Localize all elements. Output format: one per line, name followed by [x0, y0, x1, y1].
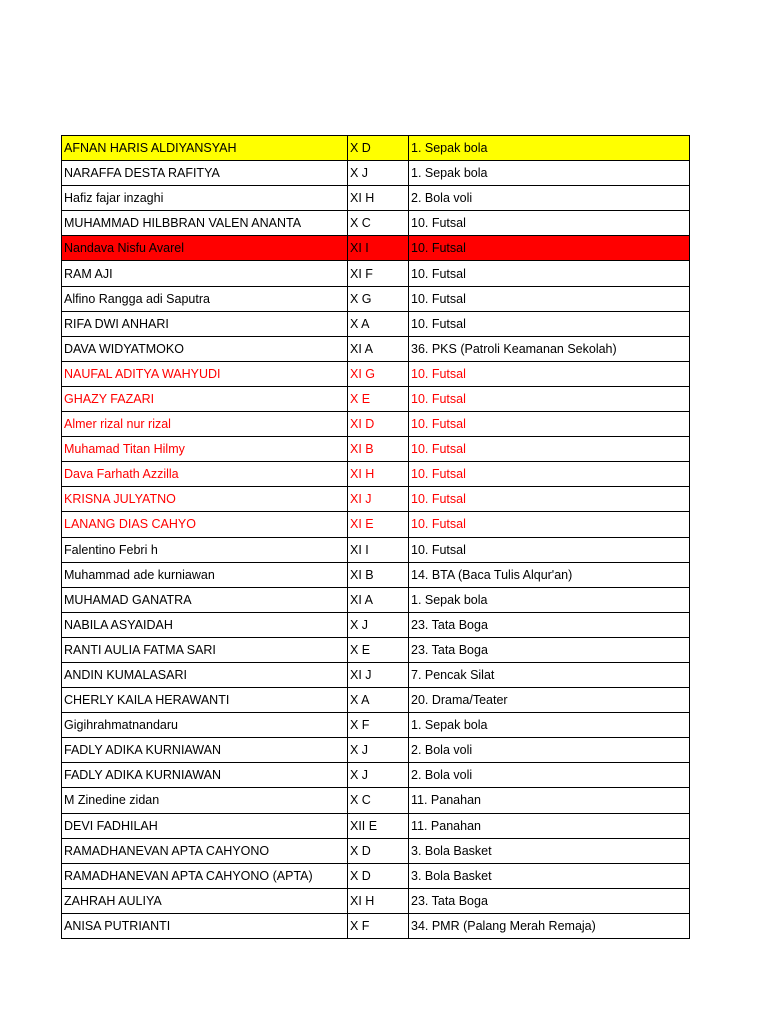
class-cell[interactable]: XI J [348, 662, 409, 687]
class-cell[interactable]: X E [348, 637, 409, 662]
student-name-cell[interactable]: RAMADHANEVAN APTA CAHYONO [62, 838, 348, 863]
activity-cell[interactable]: 3. Bola Basket [409, 838, 690, 863]
class-cell[interactable]: X D [348, 838, 409, 863]
table-row [62, 813, 690, 838]
student-name-cell[interactable]: GHAZY FAZARI [62, 386, 348, 411]
class-cell[interactable]: X A [348, 688, 409, 713]
class-cell[interactable]: XI I [348, 236, 409, 261]
activity-cell[interactable]: 10. Futsal [409, 487, 690, 512]
activity-cell[interactable]: 1. Sepak bola [409, 713, 690, 738]
class-cell[interactable]: XI H [348, 186, 409, 211]
activity-cell[interactable]: 3. Bola Basket [409, 863, 690, 888]
activity-cell[interactable]: 10. Futsal [409, 462, 690, 487]
student-name-cell[interactable]: LANANG DIAS CAHYO [62, 512, 348, 537]
table-body [62, 136, 690, 939]
activity-cell[interactable]: 23. Tata Boga [409, 637, 690, 662]
student-name-cell[interactable]: MUHAMMAD HILBBRAN VALEN ANANTA [62, 211, 348, 236]
student-name-cell[interactable]: RAM AJI [62, 261, 348, 286]
activity-cell[interactable]: 20. Drama/Teater [409, 688, 690, 713]
class-cell[interactable]: X J [348, 763, 409, 788]
table-row [62, 913, 690, 938]
table-row [62, 361, 690, 386]
student-name-cell[interactable]: Gigihrahmatnandaru [62, 713, 348, 738]
student-name-cell[interactable]: MUHAMAD GANATRA [62, 587, 348, 612]
table-row [62, 412, 690, 437]
class-cell[interactable]: XI I [348, 537, 409, 562]
class-cell[interactable]: XI D [348, 412, 409, 437]
activity-cell[interactable]: 14. BTA (Baca Tulis Alqur'an) [409, 562, 690, 587]
table-row [62, 713, 690, 738]
table-row [62, 211, 690, 236]
activity-cell[interactable]: 2. Bola voli [409, 763, 690, 788]
table-row [62, 738, 690, 763]
activity-cell[interactable]: 2. Bola voli [409, 738, 690, 763]
activity-cell[interactable]: 23. Tata Boga [409, 612, 690, 637]
student-name-cell[interactable]: FADLY ADIKA KURNIAWAN [62, 763, 348, 788]
student-name-cell[interactable]: Muhammad ade kurniawan [62, 562, 348, 587]
activity-cell[interactable]: 1. Sepak bola [409, 587, 690, 612]
table-row [62, 537, 690, 562]
table-row [62, 688, 690, 713]
class-cell[interactable]: XI B [348, 437, 409, 462]
table-row [62, 161, 690, 186]
activity-cell[interactable]: 36. PKS (Patroli Keamanan Sekolah) [409, 336, 690, 361]
table-row [62, 512, 690, 537]
table-row [62, 236, 690, 261]
table-row [62, 186, 690, 211]
student-name-cell[interactable]: ZAHRAH AULIYA [62, 888, 348, 913]
table-row [62, 136, 690, 161]
class-cell[interactable]: X J [348, 612, 409, 637]
class-cell[interactable]: X C [348, 211, 409, 236]
class-cell[interactable]: X C [348, 788, 409, 813]
table-row [62, 437, 690, 462]
student-name-cell[interactable]: ANDIN KUMALASARI [62, 662, 348, 687]
table-row [62, 637, 690, 662]
student-name-cell[interactable]: Hafiz fajar inzaghi [62, 186, 348, 211]
activity-cell[interactable]: 11. Panahan [409, 813, 690, 838]
student-name-cell[interactable]: AFNAN HARIS ALDIYANSYAH [62, 136, 348, 161]
activity-cell[interactable]: 10. Futsal [409, 211, 690, 236]
table-row [62, 587, 690, 612]
activity-cell[interactable]: 10. Futsal [409, 286, 690, 311]
class-cell[interactable]: XI H [348, 462, 409, 487]
activity-cell[interactable]: 10. Futsal [409, 537, 690, 562]
activity-cell[interactable]: 10. Futsal [409, 437, 690, 462]
student-name-cell[interactable]: Falentino Febri h [62, 537, 348, 562]
student-activity-table [61, 135, 690, 939]
activity-cell[interactable]: 10. Futsal [409, 236, 690, 261]
table-row [62, 487, 690, 512]
class-cell[interactable]: XI J [348, 487, 409, 512]
class-cell[interactable]: X F [348, 913, 409, 938]
activity-cell[interactable]: 10. Futsal [409, 512, 690, 537]
table-row [62, 863, 690, 888]
table-row [62, 838, 690, 863]
table-row [62, 261, 690, 286]
student-name-cell[interactable]: DAVA WIDYATMOKO [62, 336, 348, 361]
student-name-cell[interactable]: Alfino Rangga adi Saputra [62, 286, 348, 311]
activity-cell[interactable]: 1. Sepak bola [409, 136, 690, 161]
student-name-cell[interactable]: Muhamad Titan Hilmy [62, 437, 348, 462]
student-name-cell[interactable]: Nandava Nisfu Avarel [62, 236, 348, 261]
table-row [62, 788, 690, 813]
class-cell[interactable]: XI B [348, 562, 409, 587]
student-name-cell[interactable]: RIFA DWI ANHARI [62, 311, 348, 336]
class-cell[interactable]: XI A [348, 336, 409, 361]
activity-cell[interactable]: 10. Futsal [409, 386, 690, 411]
student-name-cell[interactable]: NABILA ASYAIDAH [62, 612, 348, 637]
student-name-cell[interactable]: Almer rizal nur rizal [62, 412, 348, 437]
table-row [62, 612, 690, 637]
student-name-cell[interactable]: NARAFFA DESTA RAFITYA [62, 161, 348, 186]
student-name-cell[interactable]: Dava Farhath Azzilla [62, 462, 348, 487]
student-name-cell[interactable]: NAUFAL ADITYA WAHYUDI [62, 361, 348, 386]
class-cell[interactable]: X D [348, 136, 409, 161]
activity-cell[interactable]: 1. Sepak bola [409, 161, 690, 186]
class-cell[interactable]: X J [348, 738, 409, 763]
table-row [62, 888, 690, 913]
class-cell[interactable]: XI E [348, 512, 409, 537]
student-name-cell[interactable]: DEVI FADHILAH [62, 813, 348, 838]
table-row [62, 336, 690, 361]
table-row [62, 763, 690, 788]
student-name-cell[interactable]: FADLY ADIKA KURNIAWAN [62, 738, 348, 763]
class-cell[interactable]: X J [348, 161, 409, 186]
class-cell[interactable]: XI F [348, 261, 409, 286]
activity-cell[interactable]: 10. Futsal [409, 412, 690, 437]
class-cell[interactable]: X F [348, 713, 409, 738]
activity-cell[interactable]: 34. PMR (Palang Merah Remaja) [409, 913, 690, 938]
activity-cell[interactable]: 10. Futsal [409, 311, 690, 336]
activity-cell[interactable]: 10. Futsal [409, 361, 690, 386]
activity-cell[interactable]: 2. Bola voli [409, 186, 690, 211]
class-cell[interactable]: XI G [348, 361, 409, 386]
student-name-cell[interactable]: RANTI AULIA FATMA SARI [62, 637, 348, 662]
activity-cell[interactable]: 11. Panahan [409, 788, 690, 813]
table-row [62, 562, 690, 587]
student-name-cell[interactable]: RAMADHANEVAN APTA CAHYONO (APTA) [62, 863, 348, 888]
class-cell[interactable]: XI H [348, 888, 409, 913]
class-cell[interactable]: XI A [348, 587, 409, 612]
student-name-cell[interactable]: KRISNA JULYATNO [62, 487, 348, 512]
table-row [62, 386, 690, 411]
table-row [62, 286, 690, 311]
student-name-cell[interactable]: CHERLY KAILA HERAWANTI [62, 688, 348, 713]
class-cell[interactable]: X D [348, 863, 409, 888]
student-name-cell[interactable]: M Zinedine zidan [62, 788, 348, 813]
activity-cell[interactable]: 23. Tata Boga [409, 888, 690, 913]
class-cell[interactable]: X E [348, 386, 409, 411]
class-cell[interactable]: X A [348, 311, 409, 336]
class-cell[interactable]: XII E [348, 813, 409, 838]
table-row [62, 311, 690, 336]
activity-cell[interactable]: 10. Futsal [409, 261, 690, 286]
class-cell[interactable]: X G [348, 286, 409, 311]
activity-cell[interactable]: 7. Pencak Silat [409, 662, 690, 687]
table-row [62, 462, 690, 487]
student-name-cell[interactable]: ANISA PUTRIANTI [62, 913, 348, 938]
table-row [62, 662, 690, 687]
